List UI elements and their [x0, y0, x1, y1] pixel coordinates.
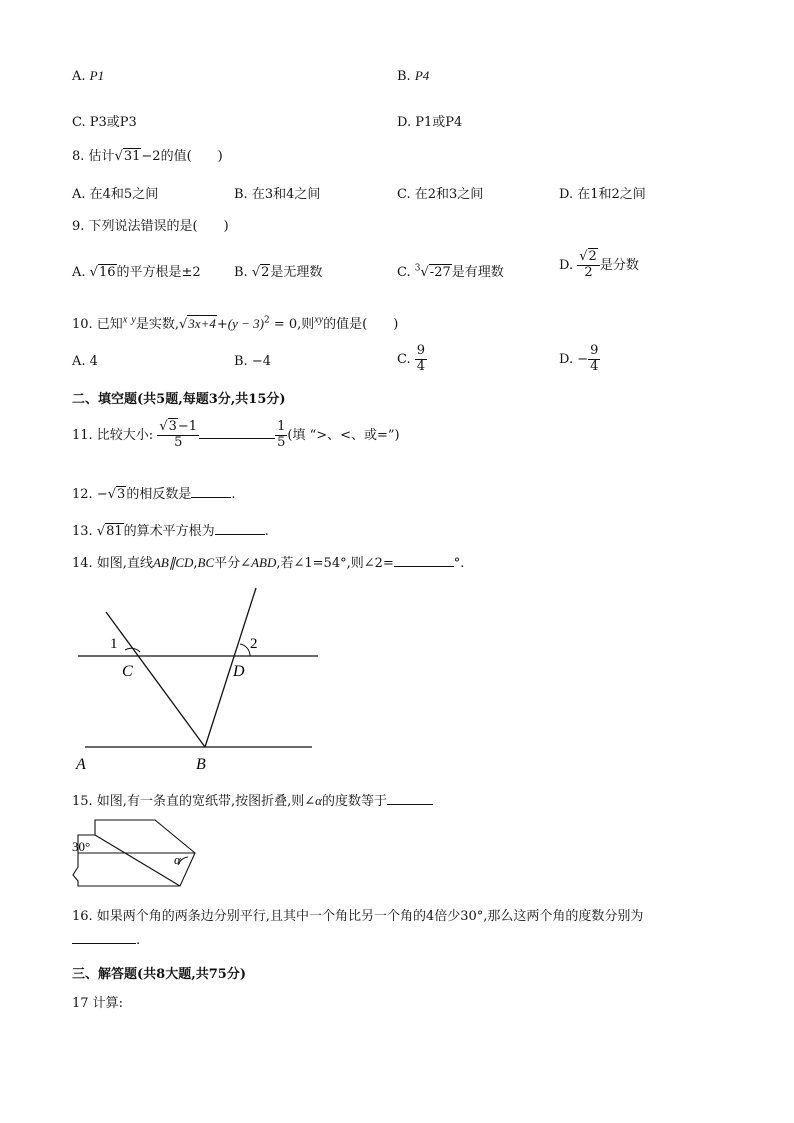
numerator-rest: −1: [177, 419, 198, 434]
q7-option-b: [397, 68, 429, 84]
question-text: ,: [193, 556, 198, 571]
radicand: 16: [98, 265, 116, 280]
right-fraction: [275, 420, 287, 451]
root-index: 3: [414, 263, 421, 274]
q9-option-d: [559, 250, 639, 281]
q10-option-d: [559, 344, 600, 375]
numerator: 9: [416, 343, 426, 358]
q11: [72, 420, 400, 451]
angle-2-arc: [240, 644, 250, 656]
answer-blank[interactable]: [199, 438, 275, 439]
q9-option-c: C. $^3$√-27是有理数: [397, 263, 504, 280]
q10-option-b: B. −4: [234, 354, 271, 369]
q10-stem: 10. 已知$^x$ $^y$是实数$,√3x+4+(y - 3)^2 = 0$,则$^{xy}$的值是( ): [72, 314, 399, 332]
option-label: D.: [559, 351, 574, 367]
q10-option-c: [397, 344, 427, 375]
question-text: 估计: [88, 149, 115, 164]
q16-answer-line: [72, 933, 140, 948]
option-label: B.: [234, 265, 248, 280]
alpha-symbol: α: [315, 793, 322, 808]
option-text: P1: [89, 68, 105, 83]
q8-stem: 8. 估计√31−2的值( ): [72, 149, 223, 164]
minus-sign: −: [96, 487, 108, 502]
answer-blank[interactable]: [191, 497, 231, 498]
operator: +: [216, 317, 228, 332]
section-2-title: 二、填空题(共5题,每题3分,共15分): [72, 392, 286, 407]
question-text: −2的值( ): [141, 149, 223, 164]
math-text: BC: [197, 555, 215, 570]
math-text: AB∥CD: [152, 555, 194, 570]
label-c: C: [122, 663, 133, 680]
numerator: 1: [277, 419, 286, 434]
label-a: A: [76, 756, 86, 773]
question-number: 8.: [72, 149, 85, 164]
fraction: $\frac{√2}{2}$: [577, 250, 600, 281]
numerator: 9: [590, 343, 599, 358]
answer-blank[interactable]: [387, 804, 433, 805]
option-text: P1或P4: [415, 115, 463, 130]
question-text: (填 “>、<、或=”): [287, 427, 400, 443]
question-text: 的相反数是: [126, 487, 192, 502]
section-3-title: 三、解答题(共8大题,共75分): [72, 967, 246, 982]
q7-option-a: [72, 68, 104, 84]
option-label: C.: [72, 115, 86, 130]
radicand: 81: [106, 524, 123, 539]
period: .: [136, 933, 141, 948]
q8-option-d: D. 在1和2之间: [559, 187, 646, 202]
question-text: 15. 如图,有一条直的宽纸带,按图折叠,则∠: [72, 794, 316, 809]
denominator: 4: [416, 358, 426, 374]
denominator: 4: [590, 358, 599, 374]
q10-option-a: A. 4: [72, 354, 98, 369]
question-number: 12.: [72, 487, 93, 502]
q7-option-c: [72, 111, 137, 130]
minus-sign: −: [577, 351, 589, 367]
radicand: 2: [588, 249, 597, 264]
var-xy: xy: [314, 314, 324, 326]
option-text: P3或P3: [89, 115, 137, 130]
option-label: C.: [397, 265, 411, 280]
angle-1-arc: [125, 648, 140, 652]
q14: [72, 552, 464, 571]
q8-option-b: B. 在3和4之间: [234, 187, 321, 202]
label-alpha: α: [174, 852, 181, 867]
fraction: [588, 344, 600, 375]
line-bc: [106, 612, 205, 747]
option-text: 的平方根是±2: [116, 265, 201, 280]
q12: 12. −√3的相反数是 .: [72, 487, 236, 502]
figure-15: [70, 815, 210, 891]
var-y: y: [131, 314, 136, 326]
label-b: B: [196, 756, 206, 773]
fraction: [415, 344, 427, 375]
figure-14: [70, 580, 330, 780]
denominator: 2: [584, 264, 593, 280]
denominator: 5: [277, 434, 286, 450]
question-text: 10. 已知: [72, 317, 123, 332]
radicand: -27: [429, 265, 451, 280]
fold-diagonal: [95, 835, 180, 886]
question-text: 的算术平方根为: [123, 524, 215, 539]
option-label: A.: [72, 69, 86, 84]
answer-blank[interactable]: [72, 943, 136, 944]
question-text: 的值是( ): [323, 317, 399, 332]
option-text: 是分数: [599, 257, 639, 273]
denominator: 5: [174, 434, 183, 450]
label-d: D: [233, 663, 245, 680]
line-bd: [205, 588, 256, 747]
radicand: 2: [261, 265, 270, 280]
label-30-deg: 30°: [72, 839, 91, 854]
q13: 13. √81的算术平方根为 .: [72, 524, 269, 539]
option-text: 是有理数: [451, 265, 504, 280]
question-text: 11. 比较大小:: [72, 427, 154, 443]
expression: (y − 3): [227, 316, 264, 331]
question-number: 13.: [72, 524, 93, 539]
radicand: 3: [168, 419, 177, 434]
option-label: A.: [72, 265, 86, 280]
question-text: ,若∠1=54°,则∠2=: [276, 556, 394, 571]
option-text: 是无理数: [270, 265, 323, 280]
var-x: x: [122, 314, 128, 326]
answer-blank[interactable]: [394, 566, 454, 567]
question-text: 平分∠: [214, 556, 252, 571]
question-text: = 0,则: [269, 317, 315, 332]
q17: 17 计算:: [72, 996, 124, 1011]
q8-option-c: C. 在2和3之间: [397, 187, 484, 202]
answer-blank[interactable]: [215, 534, 265, 535]
q9-option-b: B. √2是无理数: [234, 265, 323, 280]
math-text: ABD: [251, 555, 277, 570]
period: .: [264, 524, 269, 539]
question-text: °.: [453, 556, 465, 571]
radicand: 3: [117, 487, 126, 502]
question-text: 的度数等于: [321, 794, 387, 809]
q15: [72, 790, 433, 809]
label-1: 1: [110, 636, 118, 652]
left-fraction: $\frac{√3-1}{5}$: [159, 419, 198, 450]
q9-stem: 9. 下列说法错误的是( ): [72, 219, 229, 234]
question-text: 是实数,: [135, 317, 179, 332]
option-label: D.: [397, 115, 412, 130]
label-2: 2: [250, 636, 258, 652]
q7-option-d: [397, 111, 462, 130]
q8-option-a: A. 在4和5之间: [72, 187, 159, 202]
question-text: 14. 如图,直线: [72, 556, 153, 571]
option-label: B.: [397, 69, 411, 84]
radicand: 31: [123, 149, 141, 164]
q9-option-a: A. √16的平方根是±2: [72, 265, 201, 280]
option-label: C.: [397, 351, 411, 367]
period: .: [231, 487, 236, 502]
radicand: 3x+4: [188, 316, 216, 331]
option-text: P4: [414, 68, 430, 83]
option-label: D.: [559, 257, 574, 273]
q16: 16. 如果两个角的两条边分别平行,且其中一个角比另一个角的4倍少30°,那么这两个角的度数分别为: [72, 909, 644, 924]
exponent: 2: [263, 315, 270, 326]
